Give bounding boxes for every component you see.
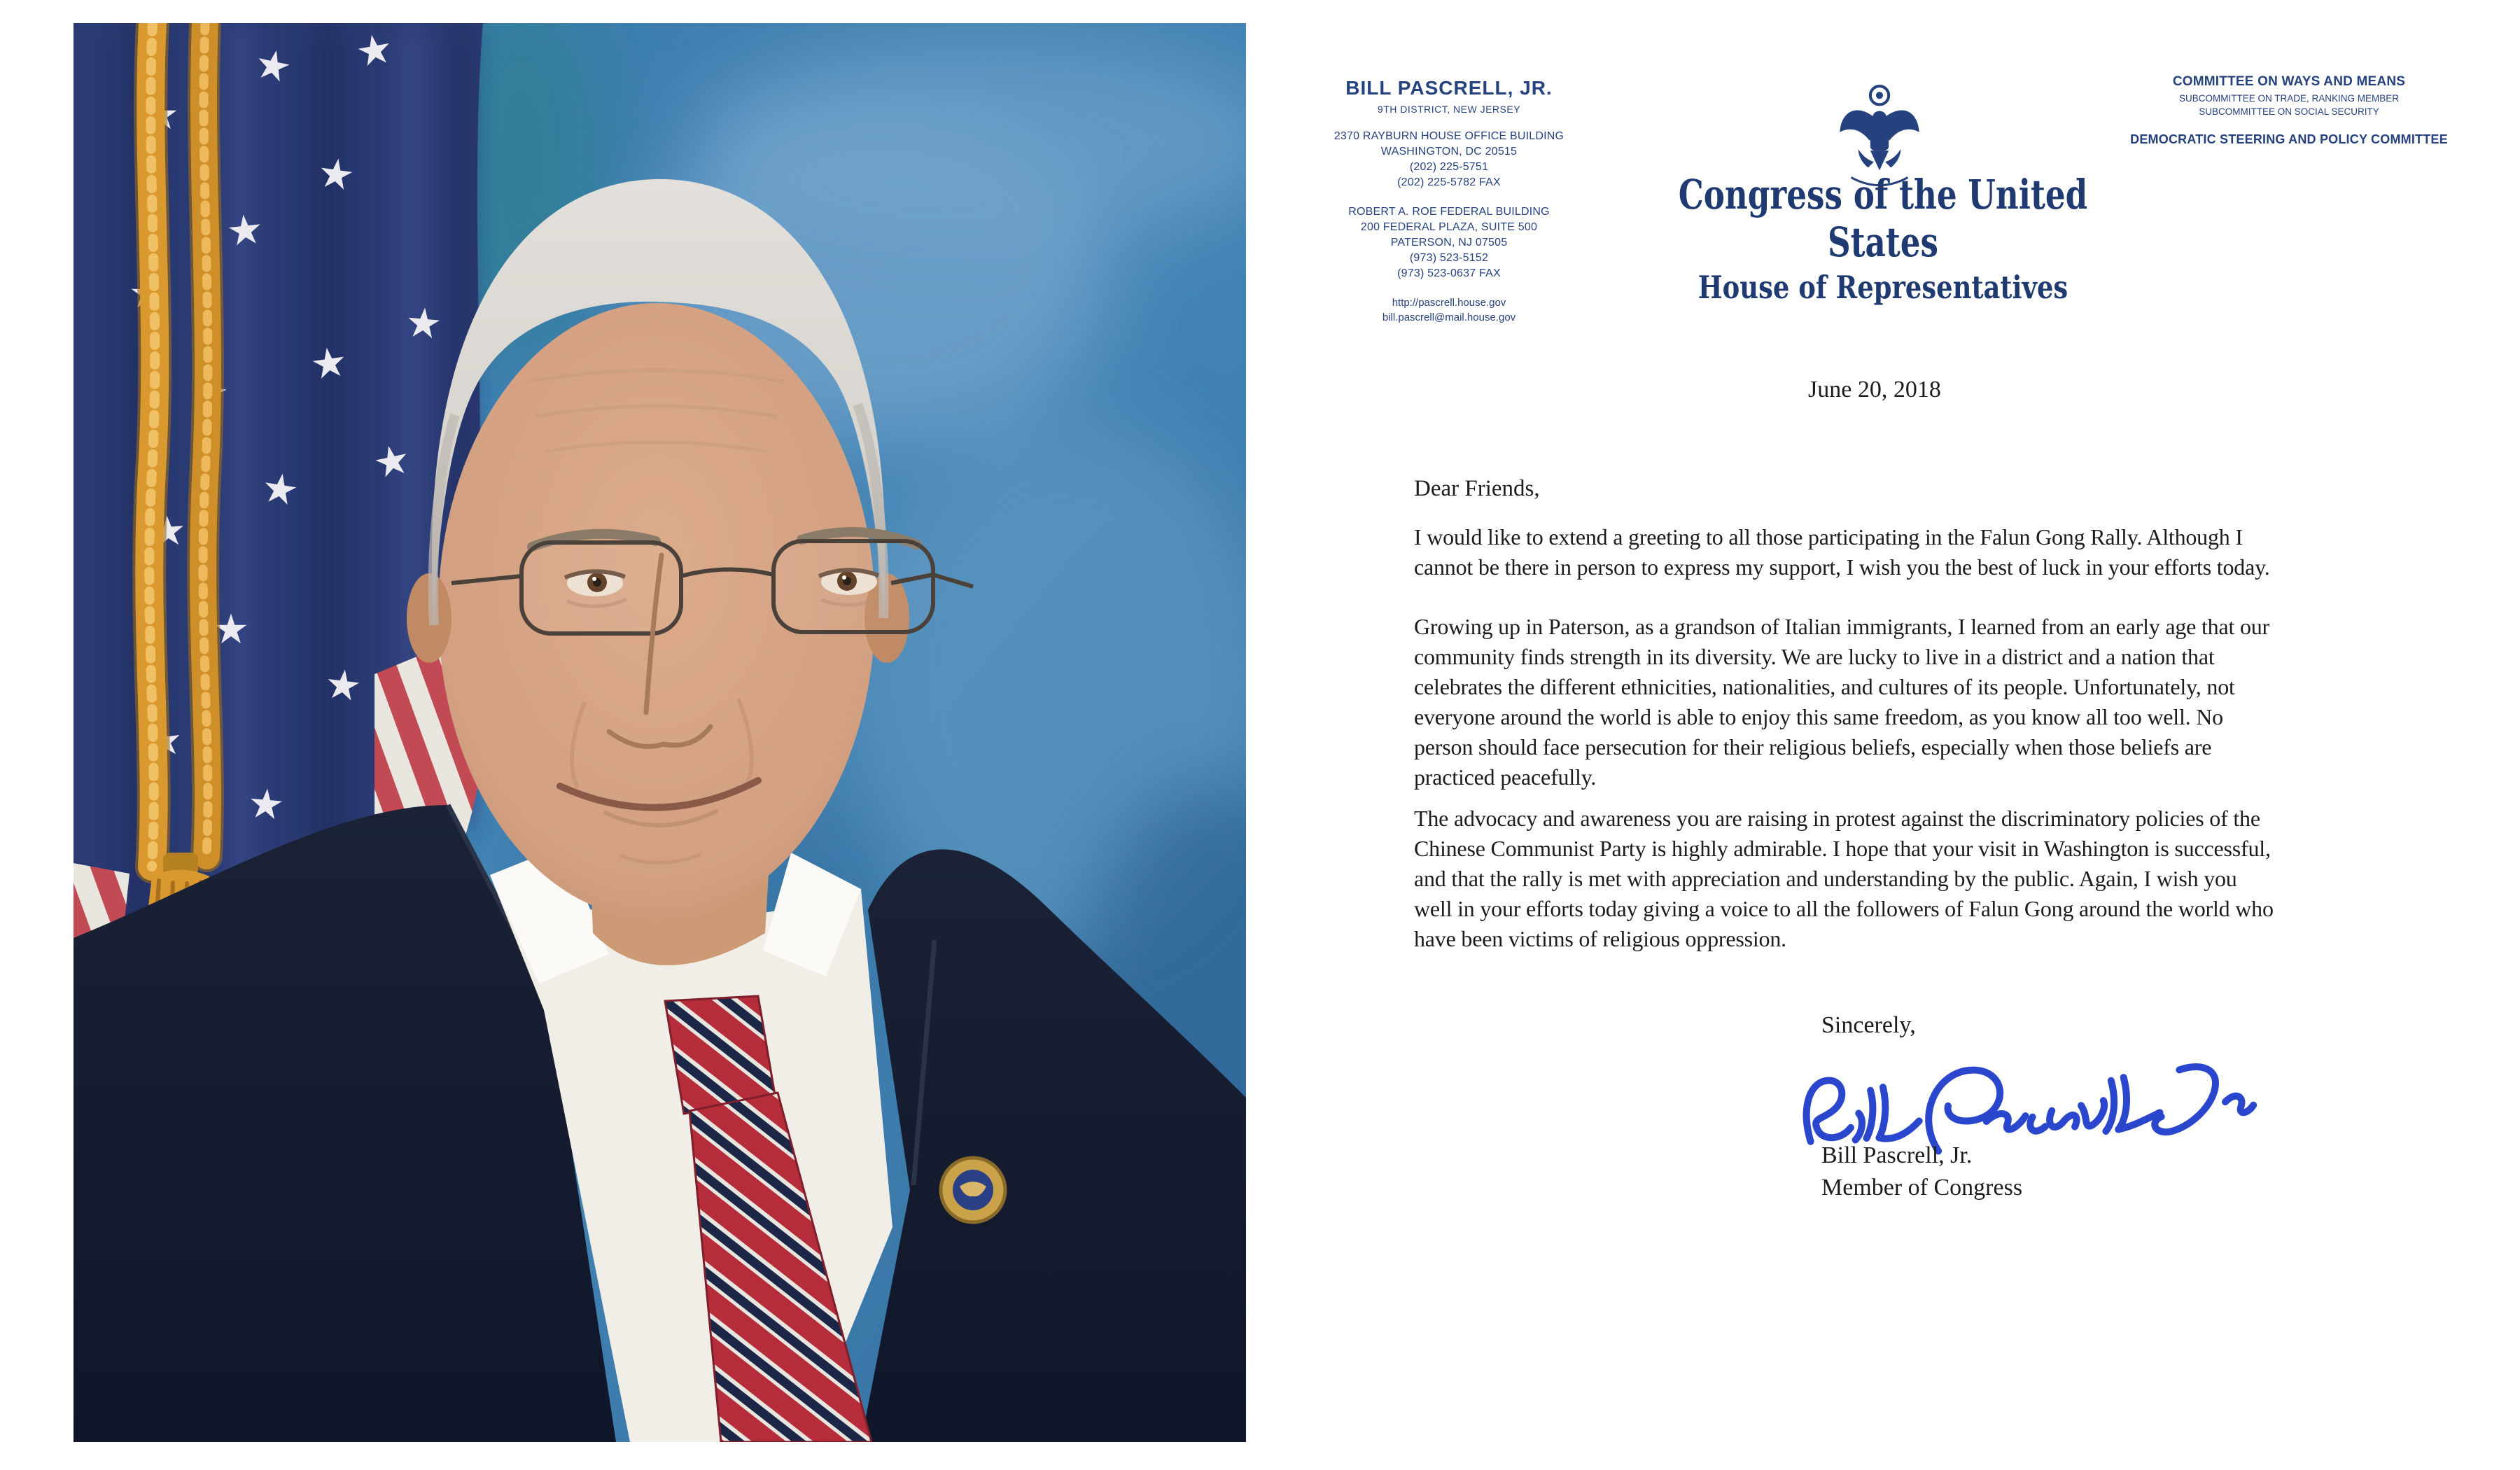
paragraph <box>1414 804 2408 954</box>
committee-line: SUBCOMMITTEE ON TRADE, RANKING MEMBER <box>2178 93 2400 104</box>
committee-block <box>2124 74 2454 147</box>
paragraph <box>1414 522 2408 582</box>
text-line: Growing up in Paterson, as a grandson of Italian immigrants, I learned from an early age that our <box>1414 614 2270 639</box>
sender-block <box>1323 77 1575 325</box>
text-line: everyone around the world is able to enjoy this same freedom, as you know all too well. No <box>1414 704 2223 729</box>
text-line: well in your efforts today giving a voice to all the followers of Falun Gong around the world who <box>1414 896 2274 921</box>
text-line: PATERSON, NJ 07505 <box>1390 237 1508 248</box>
text-line: WASHINGTON, DC 20515 <box>1380 146 1518 158</box>
text-line: celebrates the different ethnicities, nationalities, and cultures of its people. Unfortunately, not <box>1414 674 2235 699</box>
text-line: 200 FEDERAL PLAZA, SUITE 500 <box>1360 221 1538 233</box>
salutation: Dear Friends, <box>1414 476 1540 501</box>
signer-title: Member of Congress <box>1821 1175 2023 1200</box>
text-line: (202) 225-5782 FAX <box>1397 176 1501 188</box>
letter-panel <box>1246 0 2520 1470</box>
sender-name: BILL PASCRELL, JR. <box>1345 77 1553 99</box>
text-line: 2370 RAYBURN HOUSE OFFICE BUILDING <box>1334 130 1564 142</box>
committee-line: COMMITTEE ON WAYS AND MEANS <box>2172 74 2406 89</box>
paragraph <box>1414 612 2408 792</box>
committee-line: DEMOCRATIC STEERING AND POLICY COMMITTEE <box>2130 132 2448 146</box>
signer-name: Bill Pascrell, Jr. <box>1821 1142 1973 1168</box>
portrait-photo <box>74 23 1246 1442</box>
text-line: (202) 225-5751 <box>1409 161 1489 173</box>
text-line: community finds strength in its diversity. We are lucky to live in a district and a nation that <box>1414 644 2215 669</box>
masthead <box>1589 171 2177 306</box>
portrait-illustration <box>74 23 1246 1442</box>
text-line: practiced peacefully. <box>1414 764 1597 790</box>
text-line: have been victims of religious oppression. <box>1414 926 1786 951</box>
text-line: The advocacy and awareness you are raising in protest against the discriminatory policies of the <box>1414 806 2260 831</box>
text-line: person should face persecution for their religious beliefs, especially when those beliefs are <box>1414 734 2212 760</box>
text-line: Chinese Communist Party is highly admirable. I hope that your visit in Washington is successful, <box>1414 836 2271 861</box>
text-line: http://pascrell.house.gov <box>1392 297 1506 309</box>
closing: Sincerely, <box>1821 1012 1916 1038</box>
text-line: bill.pascrell@mail.house.gov <box>1382 312 1516 323</box>
lapel-pin <box>941 1158 1005 1222</box>
text-line: ROBERT A. ROE FEDERAL BUILDING <box>1348 206 1550 218</box>
text-line: (973) 523-5152 <box>1409 252 1489 264</box>
masthead-subtitle: House of Representatives <box>1698 269 2068 306</box>
sender-nj-office <box>1323 204 1575 281</box>
text-line: (973) 523-0637 FAX <box>1397 267 1501 279</box>
text-line: and that the rally is met with appreciation and understanding by the public. Again, I wish you <box>1414 866 2237 891</box>
sender-dc-office <box>1323 129 1575 190</box>
letter-date: June 20, 2018 <box>1808 377 1941 402</box>
sender-web-email <box>1323 295 1575 325</box>
sender-district: 9TH DISTRICT, NEW JERSEY <box>1377 104 1521 115</box>
text-line: cannot be there in person to express my support, I wish you the best of luck in your efforts today. <box>1414 554 2270 580</box>
text-line: I would like to extend a greeting to all those participating in the Falun Gong Rally. Although I <box>1414 524 2243 550</box>
committee-line: SUBCOMMITTEE ON SOCIAL SECURITY <box>2199 106 2379 117</box>
masthead-title: Congress of the United States <box>1678 171 2088 266</box>
